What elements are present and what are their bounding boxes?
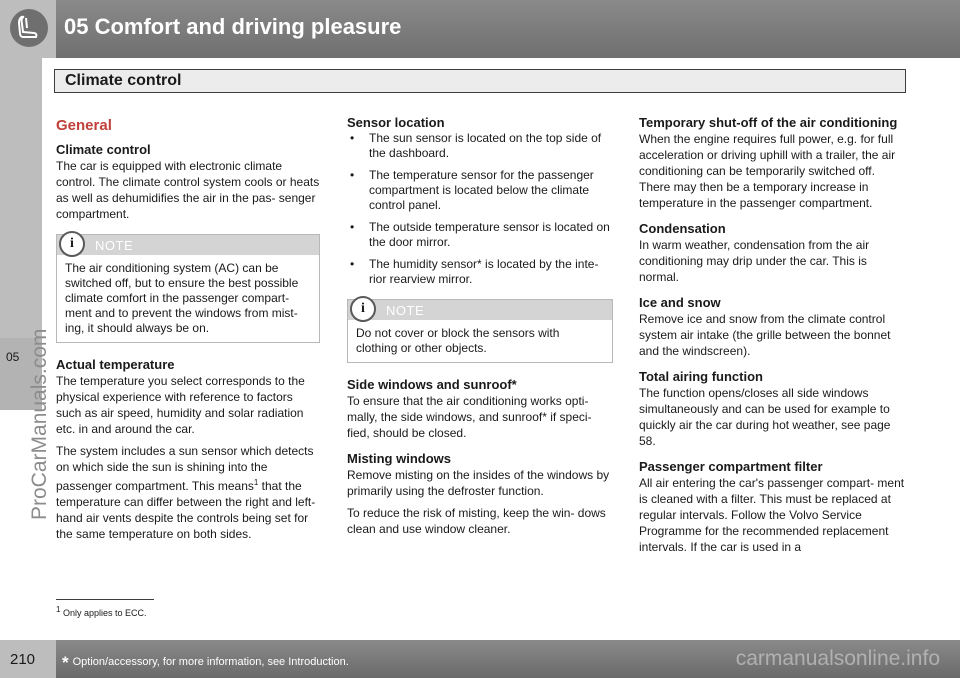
page-number: 210 [10,651,36,668]
total-airing-text: The function opens/closes all side windows simultaneously and can be used for example to quickly air the car during hot weather, see page 58. [639,386,891,448]
ice-snow-text: Remove ice and snow from the climate control system air intake (the grille between the bonnet and the windscreen). [639,312,891,358]
list-item: • The sun sensor is located on the top side of the dashboard. [347,131,613,161]
footer-watermark: carmanualsonline.info [735,647,940,670]
info-icon: i [59,231,85,257]
total-airing-heading: Total airing function [639,369,763,384]
page-footer [0,640,960,678]
chapter-header [0,0,960,58]
side-watermark: ProCarManuals.com [28,328,51,520]
section-title: Climate control [65,72,182,89]
page-number-box [0,640,56,678]
side-windows-text: To ensure that the air conditioning works opti- mally, the side windows, and sunroof* if speci- fied, should be closed. [347,394,592,440]
list-item: • The humidity sensor* is located by the inte- rior rearview mirror. [347,257,613,287]
note-text: Do not cover or block the sensors with clothing or other objects. [356,326,560,355]
footnote-divider [56,599,154,600]
note-label: NOTE [95,238,134,253]
footer-text: Option/accessory, for more information, see Introduction. [72,656,349,668]
sun-sensor-text [56,443,320,542]
misting-heading: Misting windows [347,451,451,466]
sun-sensor-text-b: that the temperature can differ between the right and left-hand air vents despite the controls being set for the same temperature on both sides. [56,479,316,541]
actual-temperature-heading: Actual temperature [56,357,175,372]
side-windows-heading: Side windows and sunroof* [347,377,517,392]
sensor-list [347,131,613,287]
chapter-icon-box [0,0,56,58]
sensor-location-heading: Sensor location [347,115,445,130]
climate-control-text: The car is equipped with electronic climate control. The climate control system cools or heats as well as dehumidifies the air in the pas- senger compartment. [56,159,320,221]
note-label: NOTE [386,303,425,318]
condensation-heading: Condensation [639,221,726,236]
note-box [56,234,320,343]
footnote-mark: 1 [56,605,61,614]
chapter-title: 05 Comfort and driving pleasure [64,14,402,39]
footnote-text: Only applies to ECC. [62,608,147,618]
footer-star: * [62,653,69,672]
shutoff-text: When the engine requires full power, e.g. for full acceleration or driving uphill with a trailer, the air conditioning can be temporarily switched off. There may then be a temporary increase in temperature in the passenger compartment. [639,132,896,210]
ice-snow-heading: Ice and snow [639,295,721,310]
general-heading: General [56,117,112,134]
footer-note [62,653,349,673]
chapter-number: 05 [6,350,20,364]
note-header [57,235,319,255]
filter-text: All air entering the car's passenger compart- ment is cleaned with a filter. This must be replaced at regular intervals. Follow the Volvo Service Programme for the recommended replacement intervals. If the car is used in a [639,476,905,554]
seat-icon [10,9,48,47]
column-1 [56,115,320,548]
misting-text-2: To reduce the risk of misting, keep the win- dows clean and use window cleaner. [347,506,606,536]
list-item: • The temperature sensor for the passenger compartment is located below the climate control panel. [347,168,613,213]
note-text: The air conditioning system (AC) can be switched off, but to ensure the best possible climate comfort in the passenger compart- ment and to prevent the windows from mist- ing, it should always be on. [65,261,299,335]
misting-text-1: Remove misting on the insides of the windows by primarily using the defroster function. [347,468,610,498]
footnote [56,605,147,618]
info-icon: i [350,296,376,322]
filter-heading: Passenger compartment filter [639,459,823,474]
section-bar [54,69,906,93]
shutoff-heading: Temporary shut-off of the air conditioning [639,115,898,130]
list-item: • The outside temperature sensor is located on the door mirror. [347,220,613,250]
note-box [347,299,613,363]
climate-control-heading: Climate control [56,142,151,157]
sun-sensor-text-a: The system includes a sun sensor which detects on which side the sun is shining into the passenger compartment. This means [56,444,314,493]
footnote-ref: 1 [253,478,259,487]
actual-temperature-text: The temperature you select corresponds to the physical experience with reference to factors such as air speed, humidity and solar radiation etc. in and around the car. [56,374,305,436]
column-2 [347,115,613,543]
column-3 [639,115,907,561]
note-header [348,300,612,320]
condensation-text: In warm weather, condensation from the air conditioning may drip under the car. This is normal. [639,238,870,284]
